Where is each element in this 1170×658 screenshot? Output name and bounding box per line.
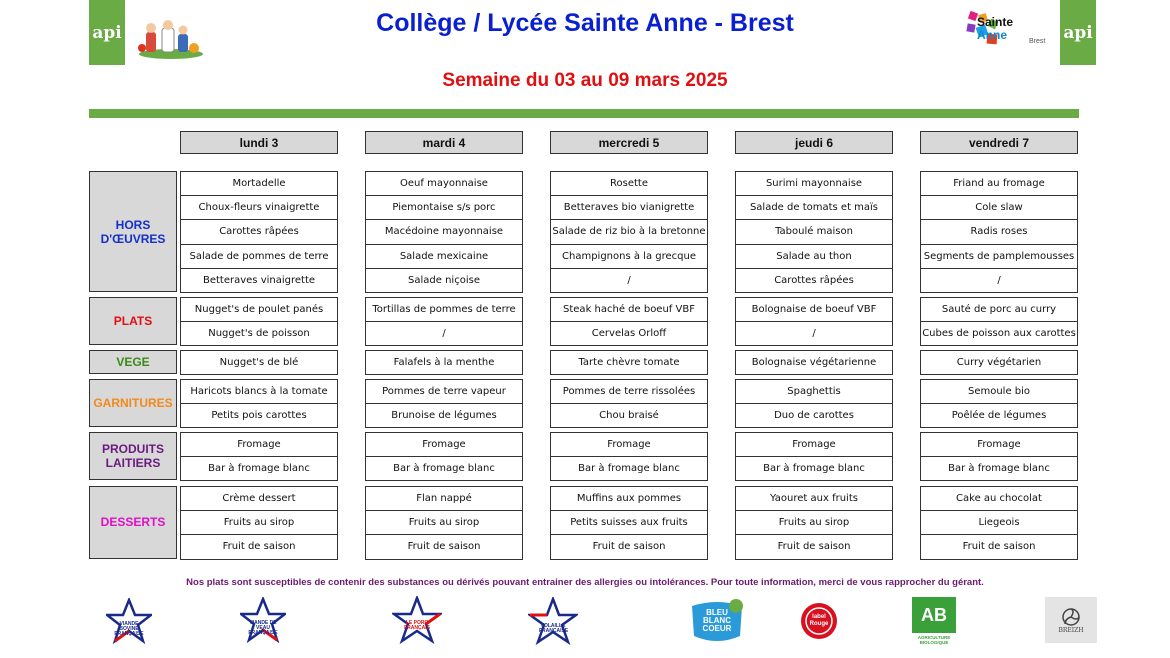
menu-item: Nugget's de poulet panés	[180, 297, 338, 322]
menu-item: Flan nappé	[365, 486, 523, 511]
menu-item: Chou braisé	[550, 403, 708, 428]
menu-item: Fruit de saison	[365, 534, 523, 559]
menu-item: Fromage	[365, 432, 523, 457]
week-subtitle: Semaine du 03 au 09 mars 2025	[442, 70, 728, 91]
allergy-notice: Nos plats sont susceptibles de contenir des substances ou dérivés pouvant entrainer des allergies ou intolérances. Pour toute information, merci de vous rapprocher du gérant.	[186, 577, 984, 588]
menu-item: Salade de riz bio à la bretonne	[550, 219, 708, 244]
volaille-francaise-badge: VOLAILLE FRANÇAISE	[528, 597, 578, 645]
menu-item: Cake au chocolat	[920, 486, 1078, 511]
menu-item: /	[365, 321, 523, 346]
breizh-label-badge: BREIZH	[1045, 597, 1097, 643]
menu-item: Betteraves vinaigrette	[180, 268, 338, 293]
menu-item: Surimi mayonnaise	[735, 171, 893, 196]
menu-item: Salade au thon	[735, 244, 893, 269]
menu-item: Salade de pommes de terre	[180, 244, 338, 269]
menu-item: Steak haché de boeuf VBF	[550, 297, 708, 322]
menu-item: Choux-fleurs vinaigrette	[180, 195, 338, 220]
menu-item: Fromage	[550, 432, 708, 457]
label-rouge-badge: label Rouge	[798, 601, 840, 641]
category-label-produits-laitiers: PRODUITS LAITIERS	[89, 432, 177, 480]
menu-item: /	[550, 268, 708, 293]
menu-item: Pommes de terre vapeur	[365, 379, 523, 404]
menu-item: Fromage	[735, 432, 893, 457]
menu-item: Fruit de saison	[180, 534, 338, 559]
menu-item: Poêlée de légumes	[920, 403, 1078, 428]
menu-item: /	[920, 268, 1078, 293]
menu-item: Bolognaise de boeuf VBF	[735, 297, 893, 322]
day-header-mardi-4: mardi 4	[365, 131, 523, 154]
menu-item: Bar à fromage blanc	[920, 456, 1078, 481]
menu-item: Cole slaw	[920, 195, 1078, 220]
category-label-garnitures: GARNITURES	[89, 379, 177, 427]
category-label-vege: VEGE	[89, 350, 177, 374]
menu-item: Champignons à la grecque	[550, 244, 708, 269]
menu-item: Fruit de saison	[735, 534, 893, 559]
menu-item: Radis roses	[920, 219, 1078, 244]
menu-item: Rosette	[550, 171, 708, 196]
menu-item: Crème dessert	[180, 486, 338, 511]
menu-item: Haricots blancs à la tomate	[180, 379, 338, 404]
menu-item: Carottes râpées	[180, 219, 338, 244]
menu-item: Duo de carottes	[735, 403, 893, 428]
day-header-vendredi-7: vendredi 7	[920, 131, 1078, 154]
menu-item: Fromage	[920, 432, 1078, 457]
menu-item: Yaouret aux fruits	[735, 486, 893, 511]
day-header-mercredi-5: mercredi 5	[550, 131, 708, 154]
category-label-hors-d-uvres: HORS D'ŒUVRES	[89, 171, 177, 292]
menu-item: /	[735, 321, 893, 346]
vvf-label-badge: VIANDE DE VEAU FRANÇAISE	[240, 597, 286, 643]
agriculture-biologique-badge: AB AGRICULTURE BIOLOGIQUE	[910, 597, 958, 645]
menu-item: Brunoise de légumes	[365, 403, 523, 428]
menu-item: Bolognaise végétarienne	[735, 350, 893, 375]
menu-item: Betteraves bio vianigrette	[550, 195, 708, 220]
menu-item: Fruits au sirop	[180, 510, 338, 535]
api-logo-right: api	[1060, 0, 1096, 65]
menu-item: Fruit de saison	[550, 534, 708, 559]
menu-item: Tortillas de pommes de terre	[365, 297, 523, 322]
menu-item: Liegeois	[920, 510, 1078, 535]
menu-item: Bar à fromage blanc	[735, 456, 893, 481]
menu-item: Segments de pamplemousses	[920, 244, 1078, 269]
menu-item: Semoule bio	[920, 379, 1078, 404]
menu-item: Nugget's de blé	[180, 350, 338, 375]
category-label-desserts: DESSERTS	[89, 486, 177, 559]
menu-item: Mortadelle	[180, 171, 338, 196]
menu-item: Muffins aux pommes	[550, 486, 708, 511]
menu-item: Cervelas Orloff	[550, 321, 708, 346]
bleu-blanc-coeur-badge: BLEU BLANC COEUR	[688, 598, 746, 644]
vbf-label-badge: VIANDE BOVINE FRANÇAISE	[106, 598, 152, 644]
header-divider	[89, 109, 1079, 118]
page-title: Collège / Lycée Sainte Anne - Brest	[376, 9, 794, 37]
menu-item: Carottes râpées	[735, 268, 893, 293]
menu-item: Salade mexicaine	[365, 244, 523, 269]
menu-item: Cubes de poisson aux carottes	[920, 321, 1078, 346]
menu-item: Fruits au sirop	[365, 510, 523, 535]
menu-item: Sauté de porc au curry	[920, 297, 1078, 322]
menu-item: Taboulé maison	[735, 219, 893, 244]
day-header-jeudi-6: jeudi 6	[735, 131, 893, 154]
sainte-anne-logo: Sainte Anne Brest	[965, 10, 1055, 56]
api-logo: api	[89, 0, 125, 65]
menu-item: Fruit de saison	[920, 534, 1078, 559]
menu-item: Oeuf mayonnaise	[365, 171, 523, 196]
menu-item: Friand au fromage	[920, 171, 1078, 196]
menu-item: Bar à fromage blanc	[550, 456, 708, 481]
menu-item: Piemontaise s/s porc	[365, 195, 523, 220]
menu-item: Petits pois carottes	[180, 403, 338, 428]
menu-item: Petits suisses aux fruits	[550, 510, 708, 535]
menu-item: Fromage	[180, 432, 338, 457]
menu-item: Salade de tomats et maïs	[735, 195, 893, 220]
menu-item: Salade niçoise	[365, 268, 523, 293]
menu-item: Bar à fromage blanc	[180, 456, 338, 481]
menu-item: Spaghettis	[735, 379, 893, 404]
menu-item: Nugget's de poisson	[180, 321, 338, 346]
day-header-lundi-3: lundi 3	[180, 131, 338, 154]
menu-item: Tarte chèvre tomate	[550, 350, 708, 375]
menu-item: Falafels à la menthe	[365, 350, 523, 375]
category-label-plats: PLATS	[89, 297, 177, 345]
menu-item: Curry végétarien	[920, 350, 1078, 375]
menu-item: Bar à fromage blanc	[365, 456, 523, 481]
porc-francais-badge: LE PORC FRANÇAIS	[392, 596, 442, 644]
menu-item: Fruits au sirop	[735, 510, 893, 535]
menu-item: Pommes de terre rissolées	[550, 379, 708, 404]
menu-item: Macédoine mayonnaise	[365, 219, 523, 244]
